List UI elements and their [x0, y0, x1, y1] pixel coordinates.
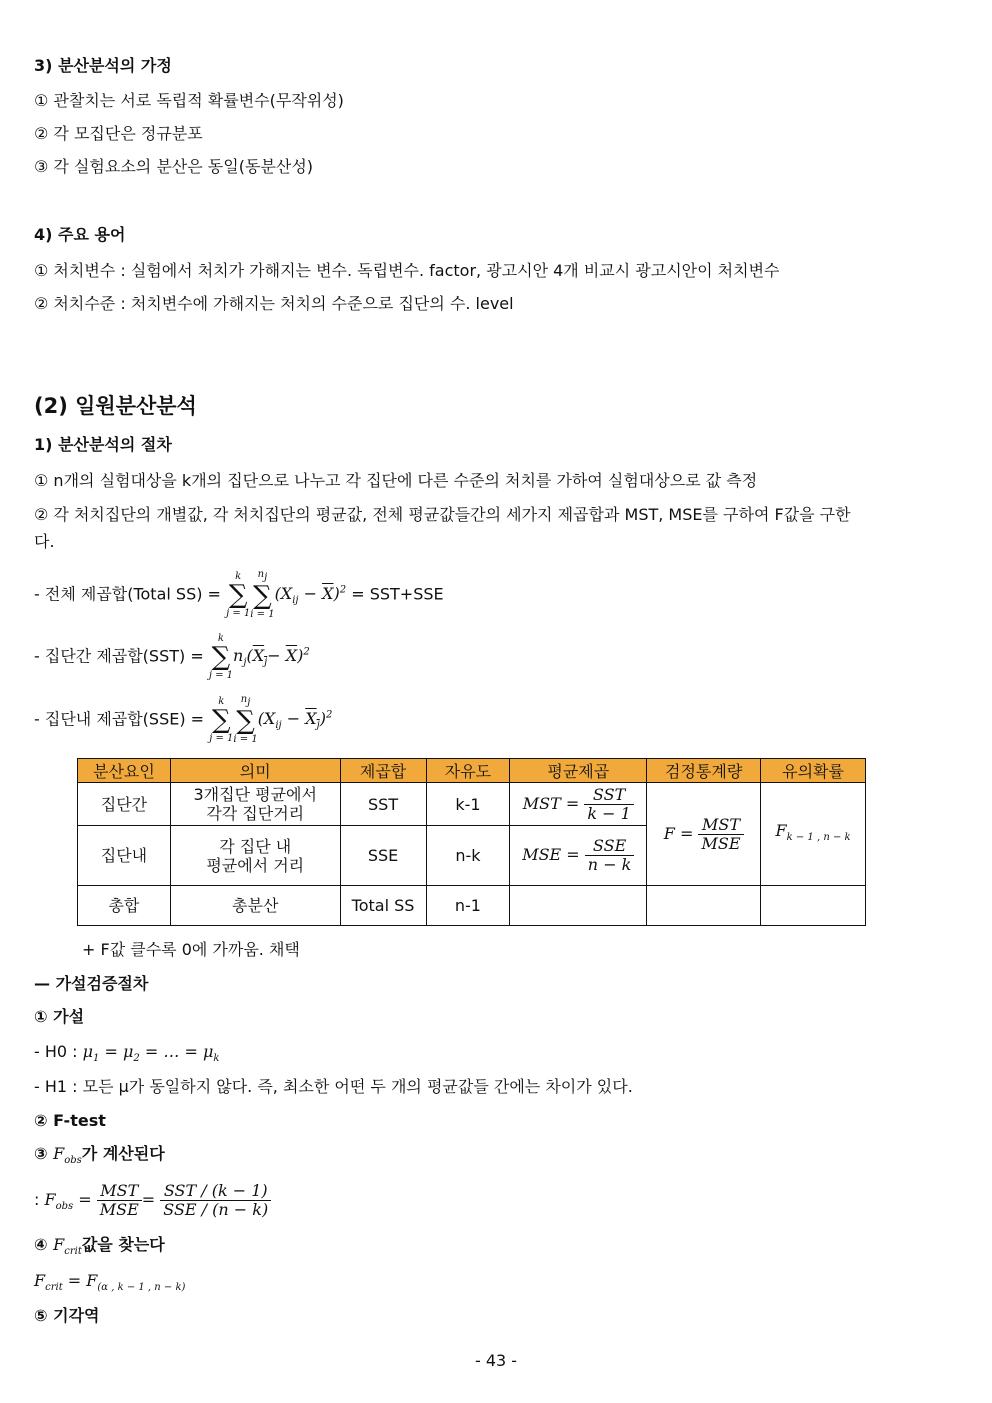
step-f-crit-label: 값을 찾는다	[81, 1235, 165, 1254]
step-f-crit	[34, 1235, 165, 1262]
row-df: k-1	[426, 783, 510, 826]
within-ss-formula	[34, 693, 332, 750]
h0-label: - H0 :	[34, 1042, 78, 1061]
procedure-step-2: ② 각 처치집단의 개별값, 각 처치집단의 평균값, 전체 평균값들간의 세가지 제곱합과 MST, MSE를 구하여 F값을 구한	[34, 505, 851, 524]
row-ss: Total SS	[340, 886, 426, 926]
total-ss-tail: = SST+SSE	[351, 584, 444, 604]
assumption-2: ② 각 모집단은 정규분포	[34, 124, 203, 143]
part-2-title: (2) 일원분산분석	[34, 394, 197, 418]
row-source: 집단간	[78, 783, 171, 826]
h1-line: - H1 : 모든 μ가 동일하지 않다. 즉, 최소한 어떤 두 개의 평균값들 간에는 차이가 있다.	[34, 1077, 633, 1096]
header-ss: 제곱합	[340, 759, 426, 783]
header-source: 분산요인	[78, 759, 171, 783]
term-2: ② 처치수준 : 처치변수에 가해지는 처치의 수준으로 집단의 수. level	[34, 294, 514, 313]
row-meaning-line: 각 집단 내	[219, 836, 292, 856]
procedure-step-2-cont: 다.	[34, 532, 55, 551]
page-number: - 43 -	[474, 1351, 518, 1370]
table-row	[78, 886, 866, 926]
empty-cell	[761, 886, 866, 926]
row-meaning-line: 평균에서 거리	[206, 855, 305, 875]
empty-cell	[510, 886, 647, 926]
h0-line	[34, 1042, 219, 1069]
row-df: n-k	[426, 826, 510, 886]
header-ms: 평균제곱	[510, 759, 647, 783]
step-f-obs	[34, 1144, 165, 1171]
row-ss: SST	[340, 783, 426, 826]
section-3-heading: 3) 분산분석의 가정	[34, 56, 172, 75]
table-header-row	[78, 759, 866, 783]
f-formula: F = $\frac{\text{MST}}{\text{MSE}}$	[647, 783, 761, 886]
step-hypothesis: ① 가설	[34, 1007, 85, 1026]
assumption-3: ③ 각 실험요소의 분산은 동일(동분산성)	[34, 157, 314, 176]
row-meaning	[170, 783, 340, 826]
step-rejection-region: ⑤ 기각역	[34, 1306, 100, 1325]
between-ss-label: - 집단간 제곱합(SST) =	[34, 646, 204, 666]
hypothesis-heading: — 가설검증절차	[34, 974, 149, 993]
anova-table	[77, 758, 866, 926]
within-ss-label: - 집단내 제곱합(SSE) =	[34, 709, 205, 729]
mse-formula: MSE = $\frac{\text{SSE}}{n - k}$	[510, 826, 647, 886]
total-ss-label: - 전체 제곱합(Total SS) =	[34, 584, 221, 604]
section-4-heading: 4) 주요 용어	[34, 225, 126, 244]
step-f-obs-label: 가 계산된다	[81, 1144, 165, 1163]
f-crit-symbol: $F_{crit}$	[53, 1235, 82, 1258]
row-source: 총합	[78, 886, 171, 926]
procedure-heading: 1) 분산분석의 절차	[34, 435, 172, 454]
row-source: 집단내	[78, 826, 171, 886]
row-meaning-line: 3개집단 평균에서	[193, 785, 317, 804]
f-crit-formula: $F_{crit} = F_{(\alpha , k - 1 , n - k)}$	[34, 1271, 186, 1294]
header-p-value: 유의확률	[761, 759, 866, 783]
within-ss-expression: k ∑ j = 1 $n_j$ ∑ i = 1 $(X_{ij} - X_j)^2$	[209, 694, 333, 746]
row-ss: SSE	[340, 826, 426, 886]
row-meaning: 총분산	[170, 886, 340, 926]
assumption-1: ① 관찰치는 서로 독립적 확률변수(무작위성)	[34, 91, 344, 110]
f-value-note: + F값 클수록 0에 가까움. 채택	[82, 940, 300, 959]
term-1: ① 처치변수 : 실험에서 처치가 가해지는 변수. 독립변수. factor, 광고시안 4개 비교시 광고시안이 처치변수	[34, 261, 780, 280]
total-ss-expression: k ∑ j = 1 $n_j$ ∑ i = 1 $(X_{ij} - \overline{X})^2$	[226, 569, 347, 621]
table-row	[78, 783, 866, 826]
f-distribution: $F_{k - 1 , n - k}$	[761, 783, 866, 886]
row-meaning	[170, 826, 340, 886]
row-df: n-1	[426, 886, 510, 926]
step-number: ③	[34, 1144, 48, 1163]
empty-cell	[647, 886, 761, 926]
total-ss-formula	[34, 568, 444, 625]
mst-formula: MST = $\frac{\text{SST}}{k - 1}$	[510, 783, 647, 826]
h0-expression: $\mu_1 = \mu_2$ = … = $\mu_k$	[82, 1042, 220, 1065]
step-number: ④	[34, 1235, 48, 1254]
row-meaning-line: 각각 집단거리	[206, 804, 305, 823]
header-meaning: 의미	[170, 759, 340, 783]
header-df: 자유도	[426, 759, 510, 783]
between-ss-formula	[34, 630, 310, 687]
header-test-stat: 검정통계량	[647, 759, 761, 783]
f-obs-symbol: $F_{obs}$	[53, 1144, 82, 1167]
between-ss-expression: k ∑ j = 1 $n_j(X_j- \overline{X})^2$	[208, 632, 310, 681]
f-obs-formula: : $F_{obs}$ = $\frac{\text{MST}}{\text{MSE}}$ = $\frac{\text{SST / (k − 1)}}{\text{SSE / (n − k)}}$	[34, 1178, 271, 1229]
procedure-step-1: ① n개의 실험대상을 k개의 집단으로 나누고 각 집단에 다른 수준의 처치를 가하여 실험대상으로 값 측정	[34, 471, 758, 490]
step-f-test: ② F-test	[34, 1111, 106, 1130]
